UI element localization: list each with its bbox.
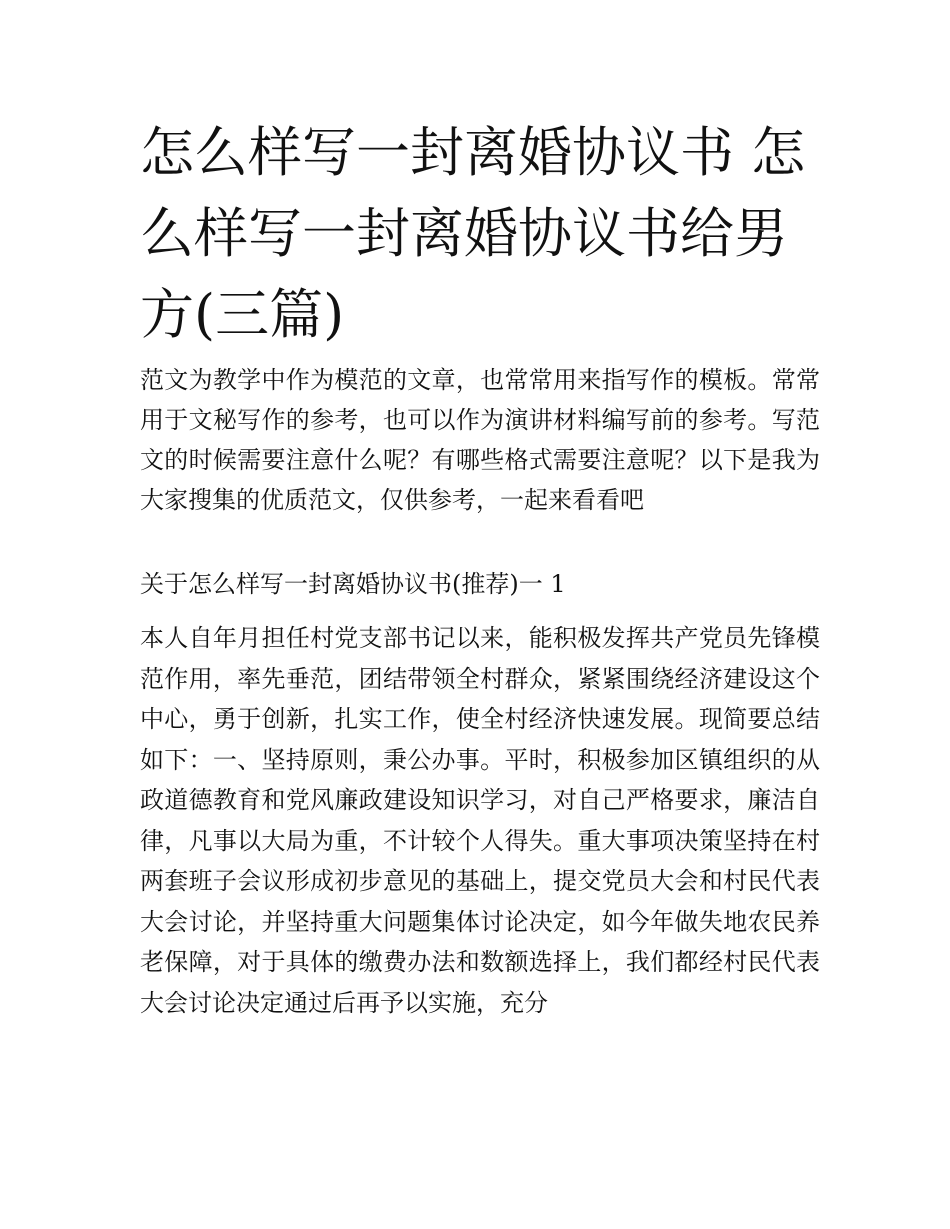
document-title: 怎么样写一封离婚协议书 怎么样写一封离婚协议书给男方(三篇) xyxy=(140,121,806,346)
section-heading: 关于怎么样写一封离婚协议书(推荐)一 1 xyxy=(140,570,566,598)
body-paragraph: 本人自年月担任村党支部书记以来，能积极发挥共产党员先锋模范作用，率先垂范，团结带领全村群众，紧紧围绕经济建设这个中心，勇于创新，扎实工作，使全村经济快速发展。现简要总结如下：一、坚持原则，秉公办事。平时，积极参加区镇组织的从政道德教育和党风廉政建设知识学习，对自己严格要求，廉洁自律，凡事以大局为重，不计较个人得失。重大事项决策坚持在村两套班子会议形成初步意见的基础上，提交党员大会和村民代表大会讨论，并坚持重大问题集体讨论决定，如今年做失地农民养老保障，对于具体的缴费办法和数额选择上，我们都经村民代表大会讨论决定通过后再予以实施，充分 xyxy=(140,624,820,1017)
intro-paragraph: 范文为教学中作为模范的文章，也常常用来指写作的模板。常常用于文秘写作的参考，也可以作为演讲材料编写前的参考。写范文的时候需要注意什么呢？有哪些格式需要注意呢？以下是我为大家搜集的优质范文，仅供参考，一起来看看吧 xyxy=(140,366,820,514)
